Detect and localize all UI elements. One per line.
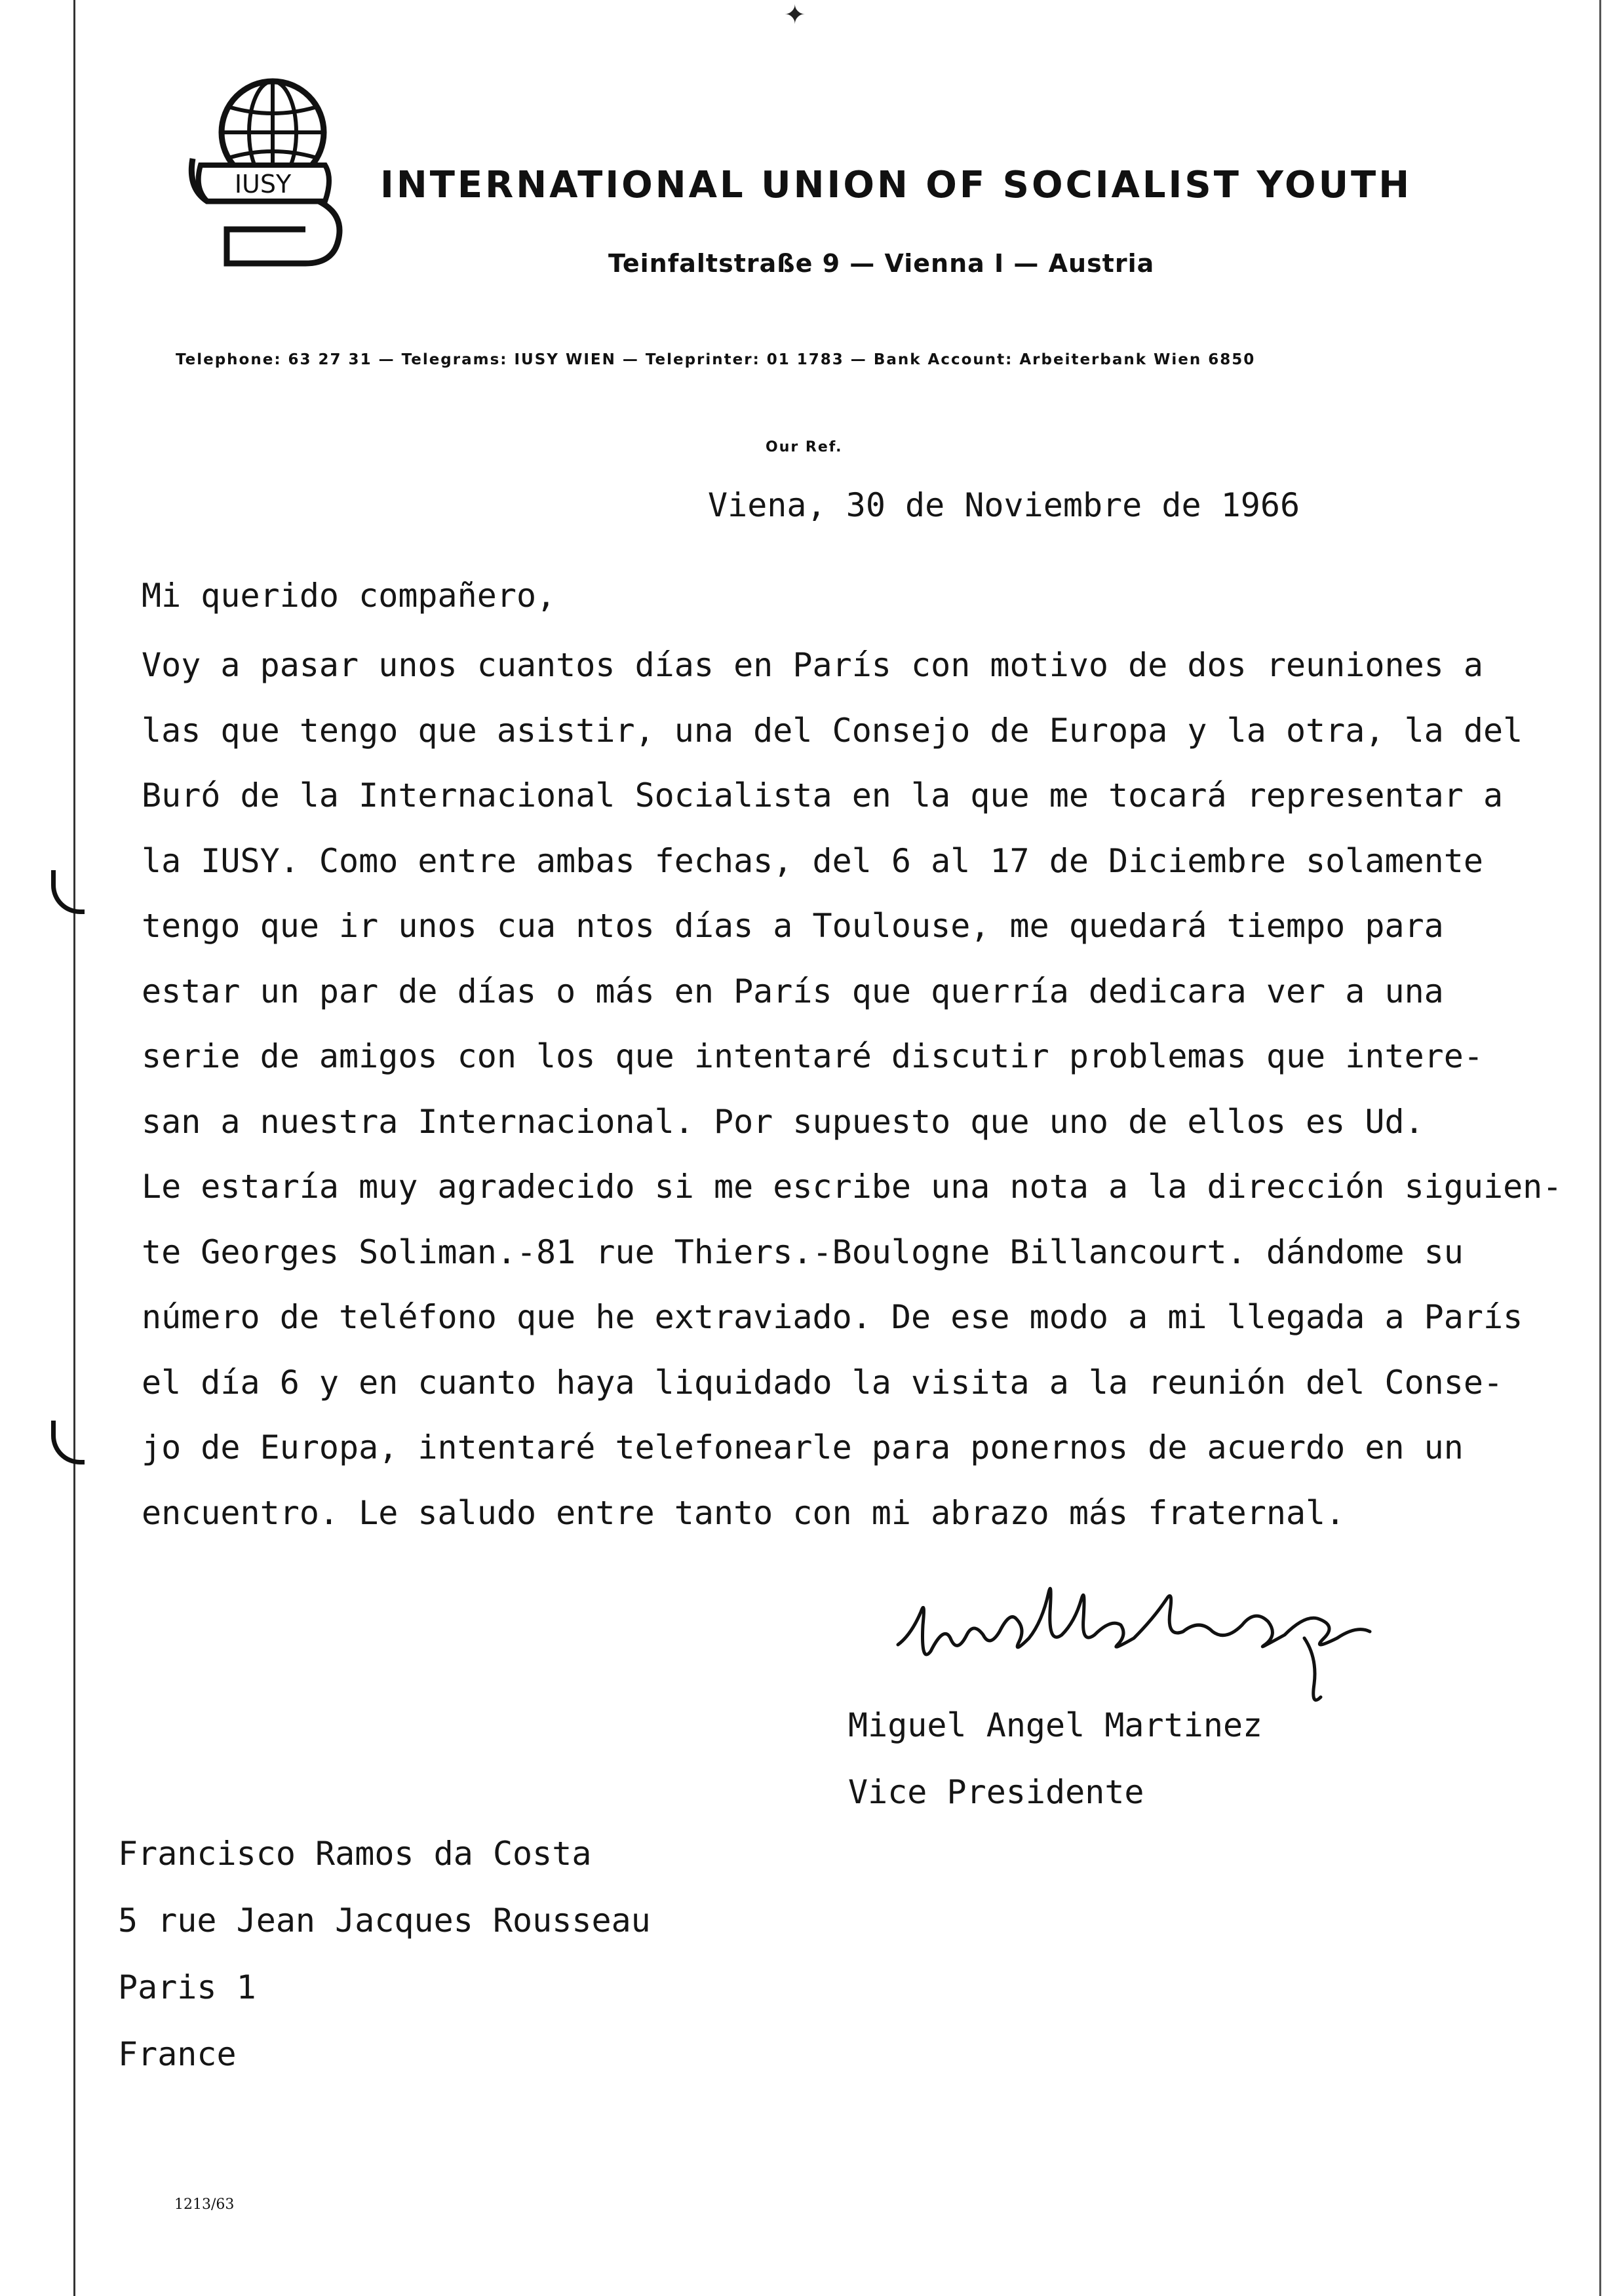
recipient-line: France	[118, 2035, 237, 2073]
body-line: estar un par de días o más en París que querría dedicara ver a una	[142, 972, 1444, 1010]
body-line: el día 6 y en cuanto haya liquidado la visita a la reunión del Conse-	[142, 1363, 1504, 1402]
letter-body	[142, 642, 1570, 1555]
body-line: serie de amigos con los que intentaré discutir problemas que intere-	[142, 1037, 1483, 1075]
recipient-line: Francisco Ramos da Costa	[118, 1835, 592, 1873]
iusy-logo	[181, 73, 351, 270]
logo-text: IUSY	[234, 170, 292, 199]
body-line: jo de Europa, intentaré telefonearle para ponernos de acuerdo en un	[142, 1428, 1464, 1466]
body-line: encuentro. Le saludo entre tanto con mi abrazo más fraternal.	[142, 1493, 1346, 1532]
body-line: Buró de la Internacional Socialista en la que me tocará representar a	[142, 776, 1504, 814]
body-line: te Georges Soliman.-81 rue Thiers.-Boulogne Billancourt. dándome su	[142, 1233, 1464, 1271]
signer-name: Miguel Angel Martinez	[848, 1706, 1263, 1744]
body-line: san a nuestra Internacional. Por supuesto que uno de ellos es Ud.	[142, 1102, 1424, 1141]
body-line: tengo que ir unos cua ntos días a Toulouse, me quedará tiempo para	[142, 907, 1444, 945]
file-reference: 1213/63	[174, 2196, 235, 2213]
recipient-line: Paris 1	[118, 1968, 256, 2006]
punch-hole-mark	[51, 870, 85, 914]
signer-title: Vice Presidente	[848, 1773, 1144, 1811]
organization-contact-line: Telephone: 63 27 31 — Telegrams: IUSY WIEN — Teleprinter: 01 1783 — Bank Account: Arbeiterbank Wien 6850	[176, 351, 1256, 368]
organization-address: Teinfaltstraße 9 — Vienna I — Austria	[608, 249, 1155, 278]
organization-name: INTERNATIONAL UNION OF SOCIALIST YOUTH	[380, 164, 1412, 206]
body-line: número de teléfono que he extraviado. De ese modo a mi llegada a París	[142, 1298, 1523, 1336]
letter-salutation: Mi querido compañero,	[142, 577, 556, 615]
body-line: Voy a pasar unos cuantos días en París con motivo de dos reuniones a	[142, 646, 1483, 684]
recipient-line: 5 rue Jean Jacques Rousseau	[118, 1902, 651, 1940]
stray-mark: ✦	[784, 0, 806, 30]
punch-hole-mark	[51, 1421, 85, 1464]
page-edge-right	[1599, 0, 1601, 2296]
body-line: las que tengo que asistir, una del Consejo de Europa y la otra, la del	[142, 711, 1523, 750]
letter-date: Viena, 30 de Noviembre de 1966	[708, 486, 1300, 524]
our-ref-label: Our Ref.	[766, 439, 843, 455]
body-line: la IUSY. Como entre ambas fechas, del 6 al 17 de Diciembre solamente	[142, 841, 1483, 880]
recipient-address	[118, 1831, 651, 2098]
page-edge-left	[73, 0, 75, 2296]
body-line: Le estaría muy agradecido si me escribe una nota a la dirección siguien-	[142, 1168, 1563, 1206]
